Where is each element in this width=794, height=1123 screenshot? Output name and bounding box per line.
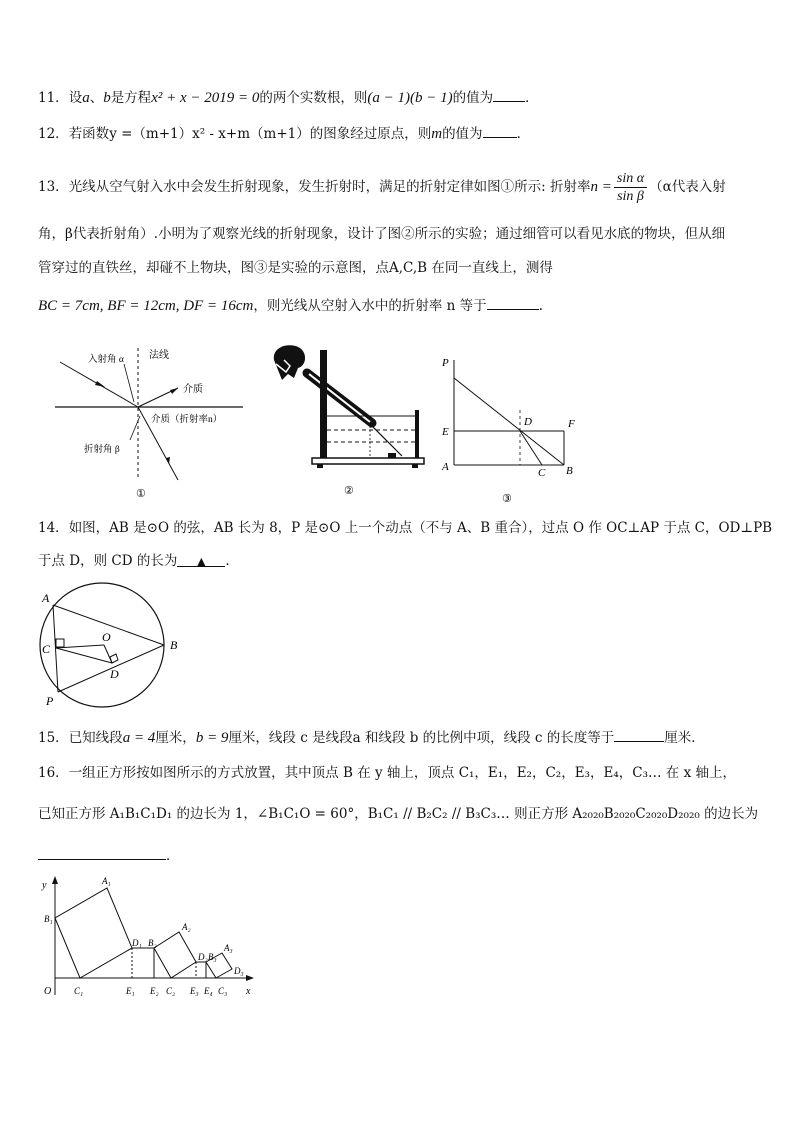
svg-text:C₂: C₂: [166, 986, 176, 996]
svg-text:E₂: E₂: [150, 986, 159, 996]
q16-answer-blank[interactable]: [38, 845, 166, 860]
q13-answer-blank[interactable]: [487, 295, 539, 310]
svg-text:C₃: C₃: [218, 986, 228, 996]
question-12: 12．若函数y =（m+1）x² - x+m（m+1）的图象经过原点，则m的值为 ．: [38, 123, 530, 144]
q11-equation: x² + x − 2019 = 0: [151, 90, 260, 106]
medium-n-label: 介质（折射率n）: [151, 415, 223, 425]
svg-text:B₃: B₃: [208, 952, 217, 962]
q11-answer-blank[interactable]: [493, 87, 525, 102]
svg-text:A: A: [442, 461, 449, 473]
svg-text:B₁: B₁: [44, 914, 53, 924]
svg-text:C: C: [42, 642, 51, 656]
svg-text:B₂: B₂: [148, 938, 157, 948]
svg-text:E: E: [442, 426, 449, 438]
svg-text:y: y: [42, 880, 47, 891]
svg-text:A₂: A₂: [182, 922, 191, 932]
question-14-line-1: 14．如图，AB 是⊙O 的弦，AB 长为 8，P 是⊙O 上一个动点（不与 A、B 重合），过点 O 作 OC⊥AP 于点 C，OD⊥PB: [38, 520, 773, 536]
svg-text:O: O: [102, 630, 111, 644]
svg-text:D₂: D₂: [198, 952, 208, 962]
figure-1-number: ①: [136, 488, 146, 500]
q12-function: y =（m+1）x² - x+m（m+1）: [109, 126, 310, 142]
question-16-line-1: 16．一组正方形按如图所示的方式放置，其中顶点 B 在 y 轴上，顶点 C₁，E₁，E₂，C₂，E₃，E₄，C₃… 在 x 轴上，: [38, 765, 736, 781]
q11-number: 11．: [38, 90, 69, 106]
question-13-line-1: 13．光线从空气射入水中会发生折射现象，发生折射时，满足的折射定律如图①所示: 折射率n = $\frac{\text{sin α}}{\text{sin β}}$ （α代表入射: [38, 171, 726, 204]
question-13-line-4: BC = 7cm, BF = 12cm, DF = 16cm，则光线从空射入水中的折射率 n 等于 .: [38, 295, 543, 316]
medium-label: 介质: [183, 384, 203, 395]
q14-answer-blank[interactable]: ▲: [177, 552, 225, 567]
q13-measurements: BC = 7cm, BF = 12cm, DF = 16cm: [38, 298, 254, 314]
question-13-line-3: 管穿过的直铁丝，却碰不上物块，图③是实验的示意图，点A,C,B 在同一直线上，测得: [38, 260, 553, 276]
svg-text:A₁: A₁: [102, 876, 111, 886]
svg-text:D: D: [524, 416, 532, 428]
figure-2-number: ②: [344, 485, 354, 497]
svg-text:E₃: E₃: [190, 986, 199, 996]
svg-text:B: B: [566, 465, 573, 477]
normal-label: 法线: [149, 350, 169, 361]
question-16-line-3: ．: [38, 845, 180, 866]
q11-expression: (a − 1)(b − 1): [367, 90, 453, 106]
figure-1-refraction: [50, 340, 250, 505]
refraction-fraction: $\frac{\text{sin α}}{\text{sin β}}$: [614, 170, 647, 205]
svg-text:F: F: [568, 418, 575, 430]
figure-16-squares: [30, 870, 265, 1010]
svg-text:A: A: [42, 591, 50, 605]
svg-text:E₁: E₁: [126, 986, 135, 996]
svg-text:E₄: E₄: [204, 986, 213, 996]
svg-text:P: P: [46, 694, 54, 708]
question-15: 15．已知线段a = 4厘米，b = 9厘米，线段 c 是线段a 和线段 b 的比例中项，线段 c 的长度等于 厘米．: [38, 727, 705, 748]
svg-text:D₃: D₃: [234, 966, 244, 976]
svg-text:x: x: [246, 986, 251, 997]
svg-text:D: D: [110, 667, 119, 681]
incident-angle-label: 入射角 α: [88, 355, 124, 365]
question-16-line-2: 已知正方形 A₁B₁C₁D₁ 的边长为 1，∠B₁C₁O = 60°，B₁C₁ // B₂C₂ // B₃C₃… 则正方形 A₂₀₂₀B₂₀₂₀C₂₀₂₀D₂₀₂₀ 的边长为: [38, 806, 759, 822]
q12-answer-blank[interactable]: [483, 123, 517, 138]
question-11: 11．设a、b是方程x² + x − 2019 = 0的两个实数根，则(a − 1)(b − 1)的值为 ．: [38, 87, 539, 108]
svg-text:B: B: [170, 638, 178, 652]
figure-14-circle: [30, 585, 190, 710]
question-14-line-2: 于点 D，则 CD 的长为 ▲ ．: [38, 553, 239, 569]
figure-2-experiment: [262, 338, 432, 503]
q15-answer-blank[interactable]: [614, 727, 664, 742]
svg-text:O: O: [44, 986, 52, 997]
svg-text:P: P: [442, 357, 449, 369]
svg-text:C: C: [538, 467, 546, 479]
svg-text:A₃: A₃: [224, 943, 233, 953]
svg-text:C₁: C₁: [74, 986, 84, 996]
figure-3-number: ③: [502, 493, 512, 505]
figure-3-schematic: [438, 350, 588, 510]
svg-text:D₁: D₁: [132, 938, 142, 948]
question-13-line-2: 角，β代表折射角）.小明为了观察光线的折射现象，设计了图②所示的实验；通过细管可以看见水底的物块，但从细: [38, 226, 726, 242]
refraction-angle-label: 折射角 β: [84, 445, 120, 455]
